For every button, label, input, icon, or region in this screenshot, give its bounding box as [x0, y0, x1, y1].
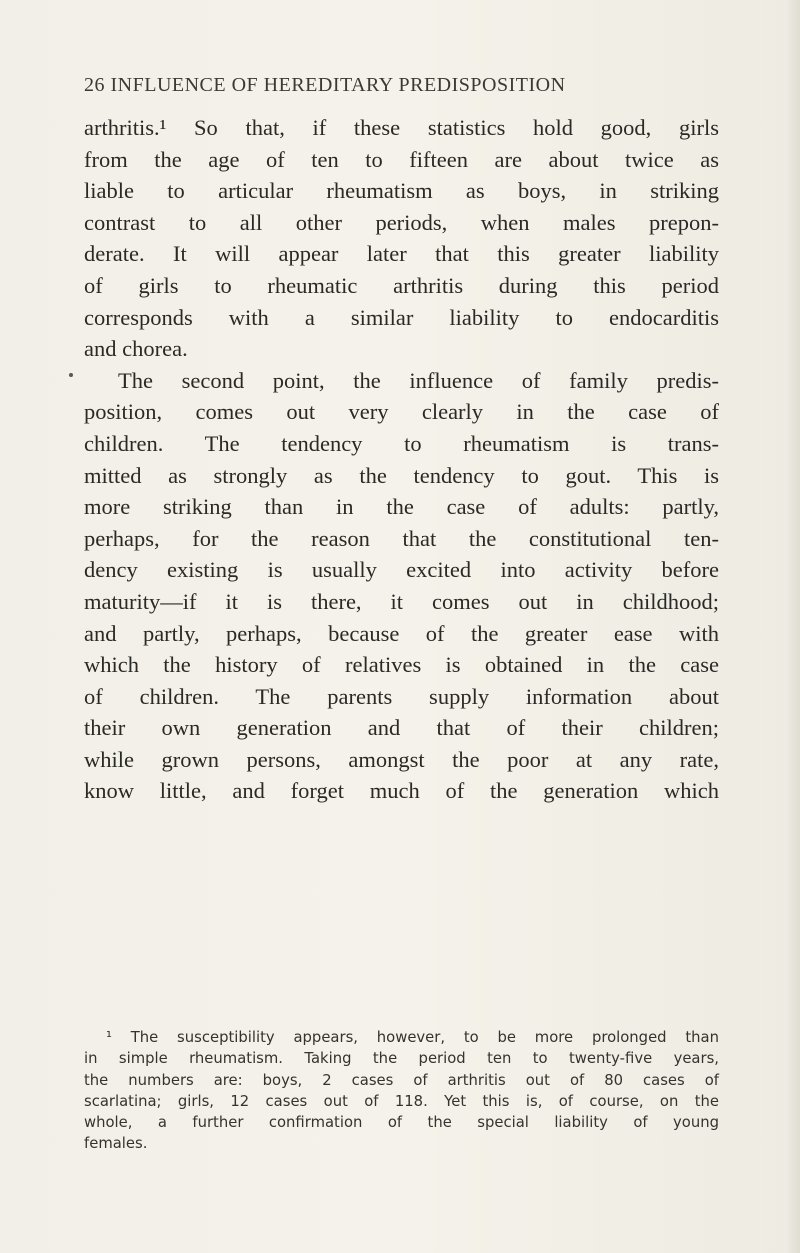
body-line: from the age of ten to fifteen are about twice as [84, 146, 719, 172]
body-line: which the history of relatives is obtained in the case [84, 652, 719, 678]
body-line: perhaps, for the reason that the constitutional ten- [84, 525, 719, 551]
footnote [84, 1027, 719, 1155]
body-line: their own generation and that of their children; [84, 715, 719, 741]
footnote-line: the numbers are: boys, 2 cases of arthritis out of 80 cases of [84, 1071, 719, 1089]
body-text [84, 112, 719, 807]
footnote-line: in simple rheumatism. Taking the period ten to twenty-five years, [84, 1050, 719, 1068]
body-line: mitted as strongly as the tendency to gout. This is [84, 462, 719, 488]
footnote-line: whole, a further confirmation of the special liability of young [84, 1114, 719, 1132]
footnote-line: ¹ The susceptibility appears, however, to be more prolonged than [106, 1029, 719, 1046]
body-line: derate. It will appear later that this greater liability [84, 241, 719, 267]
body-line: of girls to rheumatic arthritis during this period [84, 272, 719, 298]
body-line: liable to articular rheumatism as boys, in striking [84, 178, 719, 204]
body-line: contrast to all other periods, when males prepon- [84, 209, 719, 235]
body-line: maturity—if it is there, it comes out in childhood; [84, 588, 719, 614]
running-head: 26 INFLUENCE OF HEREDITARY PREDISPOSITION [84, 74, 566, 96]
body-line: corresponds with a similar liability to endocarditis [84, 304, 719, 330]
body-line: and partly, perhaps, because of the greater ease with [84, 620, 719, 646]
body-line: children. The tendency to rheumatism is trans- [84, 430, 719, 456]
page-edge-shadow [786, 0, 800, 1253]
margin-mark [69, 373, 73, 377]
footnote-line: females. [84, 1135, 148, 1153]
body-line: more striking than in the case of adults: partly, [84, 494, 719, 520]
body-line: arthritis.¹ So that, if these statistics hold good, girls [84, 115, 719, 140]
body-line: know little, and forget much of the generation which [84, 778, 719, 804]
footnote-line: scarlatina; girls, 12 cases out of 118. Yet this is, of course, on the [84, 1092, 719, 1110]
body-line: dency existing is usually excited into activity before [84, 557, 719, 583]
body-line: position, comes out very clearly in the case of [84, 399, 719, 425]
body-line: The second point, the influence of family predis- [118, 367, 719, 393]
body-line: of children. The parents supply information about [84, 683, 719, 709]
body-line: while grown persons, amongst the poor at any rate, [84, 746, 719, 772]
body-line: and chorea. [84, 336, 188, 362]
